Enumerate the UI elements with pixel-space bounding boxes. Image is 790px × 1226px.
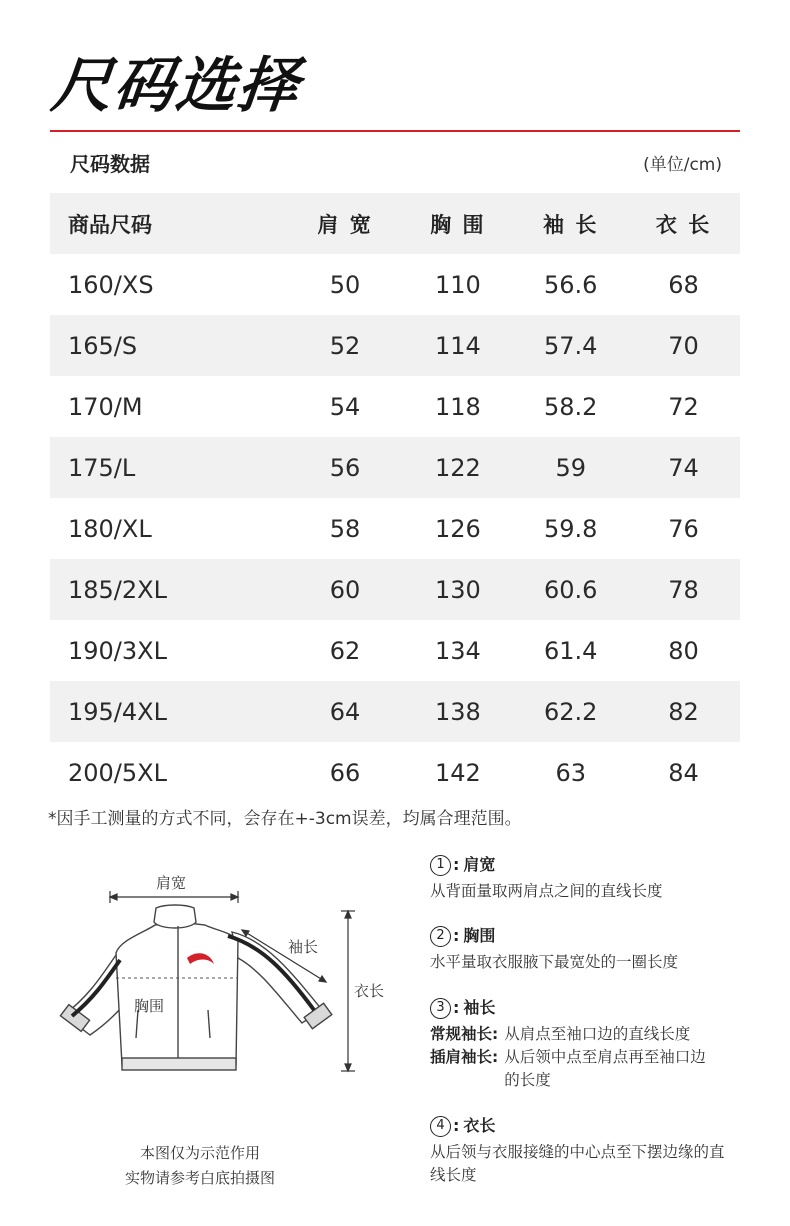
diagram-caption bbox=[70, 1141, 330, 1191]
cell-shoulder: 60 bbox=[289, 559, 402, 620]
number-badge: 1 bbox=[430, 855, 451, 876]
unit-label: (单位/cm) bbox=[643, 155, 722, 175]
cell-shoulder: 50 bbox=[329, 270, 361, 299]
cell-length: 80 bbox=[668, 636, 699, 665]
definition-chest: 2 : 胸围 水平量取衣服腋下最宽处的一圈长度 bbox=[430, 921, 678, 974]
cell-chest: 122 bbox=[401, 437, 514, 498]
measurement-note: *因手工测量的方式不同，会存在+-3cm误差，均属合理范围。 bbox=[48, 809, 522, 829]
cell-sleeve: 59.8 bbox=[543, 514, 598, 543]
cell-shoulder: 54 bbox=[329, 392, 361, 421]
table-row bbox=[50, 437, 740, 498]
cell-sleeve: 57.4 bbox=[514, 315, 627, 376]
table-row bbox=[50, 742, 740, 803]
cell-shoulder: 66 bbox=[329, 758, 361, 787]
jacket-diagram bbox=[50, 860, 400, 1090]
header-size: 商品尺码 bbox=[50, 193, 289, 254]
shoulder-label: 肩宽 bbox=[156, 874, 187, 892]
cell-size: 200/5XL bbox=[68, 758, 167, 787]
raglan-sleeve-text: 从后领中点至肩点再至袖口边的长度 bbox=[504, 1048, 706, 1089]
cell-sleeve: 60.6 bbox=[514, 559, 627, 620]
section-title: 尺码数据 bbox=[70, 152, 150, 176]
cell-length: 78 bbox=[627, 559, 740, 620]
cell-length: 72 bbox=[668, 392, 699, 421]
definition-title: 胸围 bbox=[463, 926, 496, 945]
cell-shoulder: 52 bbox=[289, 315, 402, 376]
page-title: 尺码选择 bbox=[48, 51, 304, 121]
cell-chest: 134 bbox=[434, 636, 481, 665]
table-row bbox=[50, 681, 740, 742]
definition-text: 从背面量取两肩点之间的直线长度 bbox=[430, 882, 663, 900]
length-measure-arrow bbox=[341, 911, 355, 1071]
cell-length: 74 bbox=[627, 437, 740, 498]
table-row bbox=[50, 559, 740, 620]
definition-sleeve: 3 : 袖长 常规袖长: 从肩点至袖口边的直线长度 插肩袖长: 从后领中点至肩点再至袖口边的长度 bbox=[430, 993, 720, 1092]
table-header-row bbox=[50, 193, 740, 254]
cell-sleeve: 63 bbox=[555, 758, 586, 787]
cell-sleeve: 62.2 bbox=[514, 681, 627, 742]
cell-sleeve: 61.4 bbox=[543, 636, 598, 665]
shoulder-measure-arrow bbox=[110, 891, 238, 903]
table-row bbox=[50, 376, 740, 437]
cell-length: 84 bbox=[668, 758, 699, 787]
cell-chest: 142 bbox=[434, 758, 481, 787]
header-sleeve: 袖 长 bbox=[514, 193, 627, 254]
regular-sleeve-label: 常规袖长: bbox=[430, 1025, 499, 1043]
cell-shoulder: 64 bbox=[289, 681, 402, 742]
cell-chest: 114 bbox=[401, 315, 514, 376]
cell-size: 195/4XL bbox=[50, 681, 289, 742]
cell-size: 170/M bbox=[68, 392, 143, 421]
cell-chest: 126 bbox=[434, 514, 481, 543]
cell-length: 70 bbox=[627, 315, 740, 376]
cell-chest: 118 bbox=[434, 392, 481, 421]
regular-sleeve-text: 从肩点至袖口边的直线长度 bbox=[504, 1025, 691, 1043]
raglan-sleeve-row bbox=[430, 1046, 720, 1092]
table-row bbox=[50, 254, 740, 315]
definition-text: 水平量取衣服腋下最宽处的一圈长度 bbox=[430, 953, 679, 971]
cell-shoulder: 58 bbox=[329, 514, 361, 543]
number-badge: 4 bbox=[430, 1116, 451, 1137]
header-chest: 胸 围 bbox=[401, 193, 514, 254]
definition-length: 4 : 衣长 从后领与衣服接缝的中心点至下摆边缘的直线长度 bbox=[430, 1111, 735, 1187]
cell-chest: 138 bbox=[401, 681, 514, 742]
cell-size: 175/L bbox=[50, 437, 289, 498]
table-row bbox=[50, 315, 740, 376]
cell-size: 180/XL bbox=[68, 514, 152, 543]
cell-sleeve: 58.2 bbox=[543, 392, 598, 421]
cell-size: 190/3XL bbox=[68, 636, 167, 665]
definition-shoulder: 1 : 肩宽 从背面量取两肩点之间的直线长度 bbox=[430, 850, 663, 903]
raglan-sleeve-label: 插肩袖长: bbox=[430, 1048, 499, 1066]
header-length: 衣 长 bbox=[627, 193, 740, 254]
cell-shoulder: 62 bbox=[329, 636, 361, 665]
sleeve-label: 袖长 bbox=[288, 938, 319, 956]
cell-chest: 110 bbox=[434, 270, 481, 299]
header-shoulder: 肩 宽 bbox=[289, 193, 402, 254]
cell-sleeve: 59 bbox=[514, 437, 627, 498]
cell-shoulder: 56 bbox=[289, 437, 402, 498]
caption-line-2: 实物请参考白底拍摄图 bbox=[124, 1169, 275, 1187]
definition-title: 袖长 bbox=[463, 998, 496, 1017]
definition-text: 从后领与衣服接缝的中心点至下摆边缘的直线长度 bbox=[430, 1143, 725, 1184]
cell-length: 76 bbox=[668, 514, 699, 543]
number-badge: 3 bbox=[430, 998, 451, 1019]
cell-size: 160/XS bbox=[68, 270, 154, 299]
length-label: 衣长 bbox=[354, 982, 385, 1000]
cell-sleeve: 56.6 bbox=[543, 270, 598, 299]
regular-sleeve-row bbox=[430, 1023, 720, 1046]
cell-size: 165/S bbox=[50, 315, 289, 376]
cell-chest: 130 bbox=[401, 559, 514, 620]
caption-line-1: 本图仅为示范作用 bbox=[139, 1144, 260, 1162]
size-table bbox=[50, 193, 740, 803]
cell-length: 82 bbox=[627, 681, 740, 742]
table-row bbox=[50, 498, 740, 559]
title-divider bbox=[50, 130, 740, 132]
number-badge: 2 bbox=[430, 926, 451, 947]
definition-title: 肩宽 bbox=[463, 855, 496, 874]
cell-length: 68 bbox=[668, 270, 699, 299]
chest-label: 胸围 bbox=[134, 997, 165, 1015]
definition-title: 衣长 bbox=[463, 1116, 496, 1135]
cell-size: 185/2XL bbox=[50, 559, 289, 620]
table-row bbox=[50, 620, 740, 681]
